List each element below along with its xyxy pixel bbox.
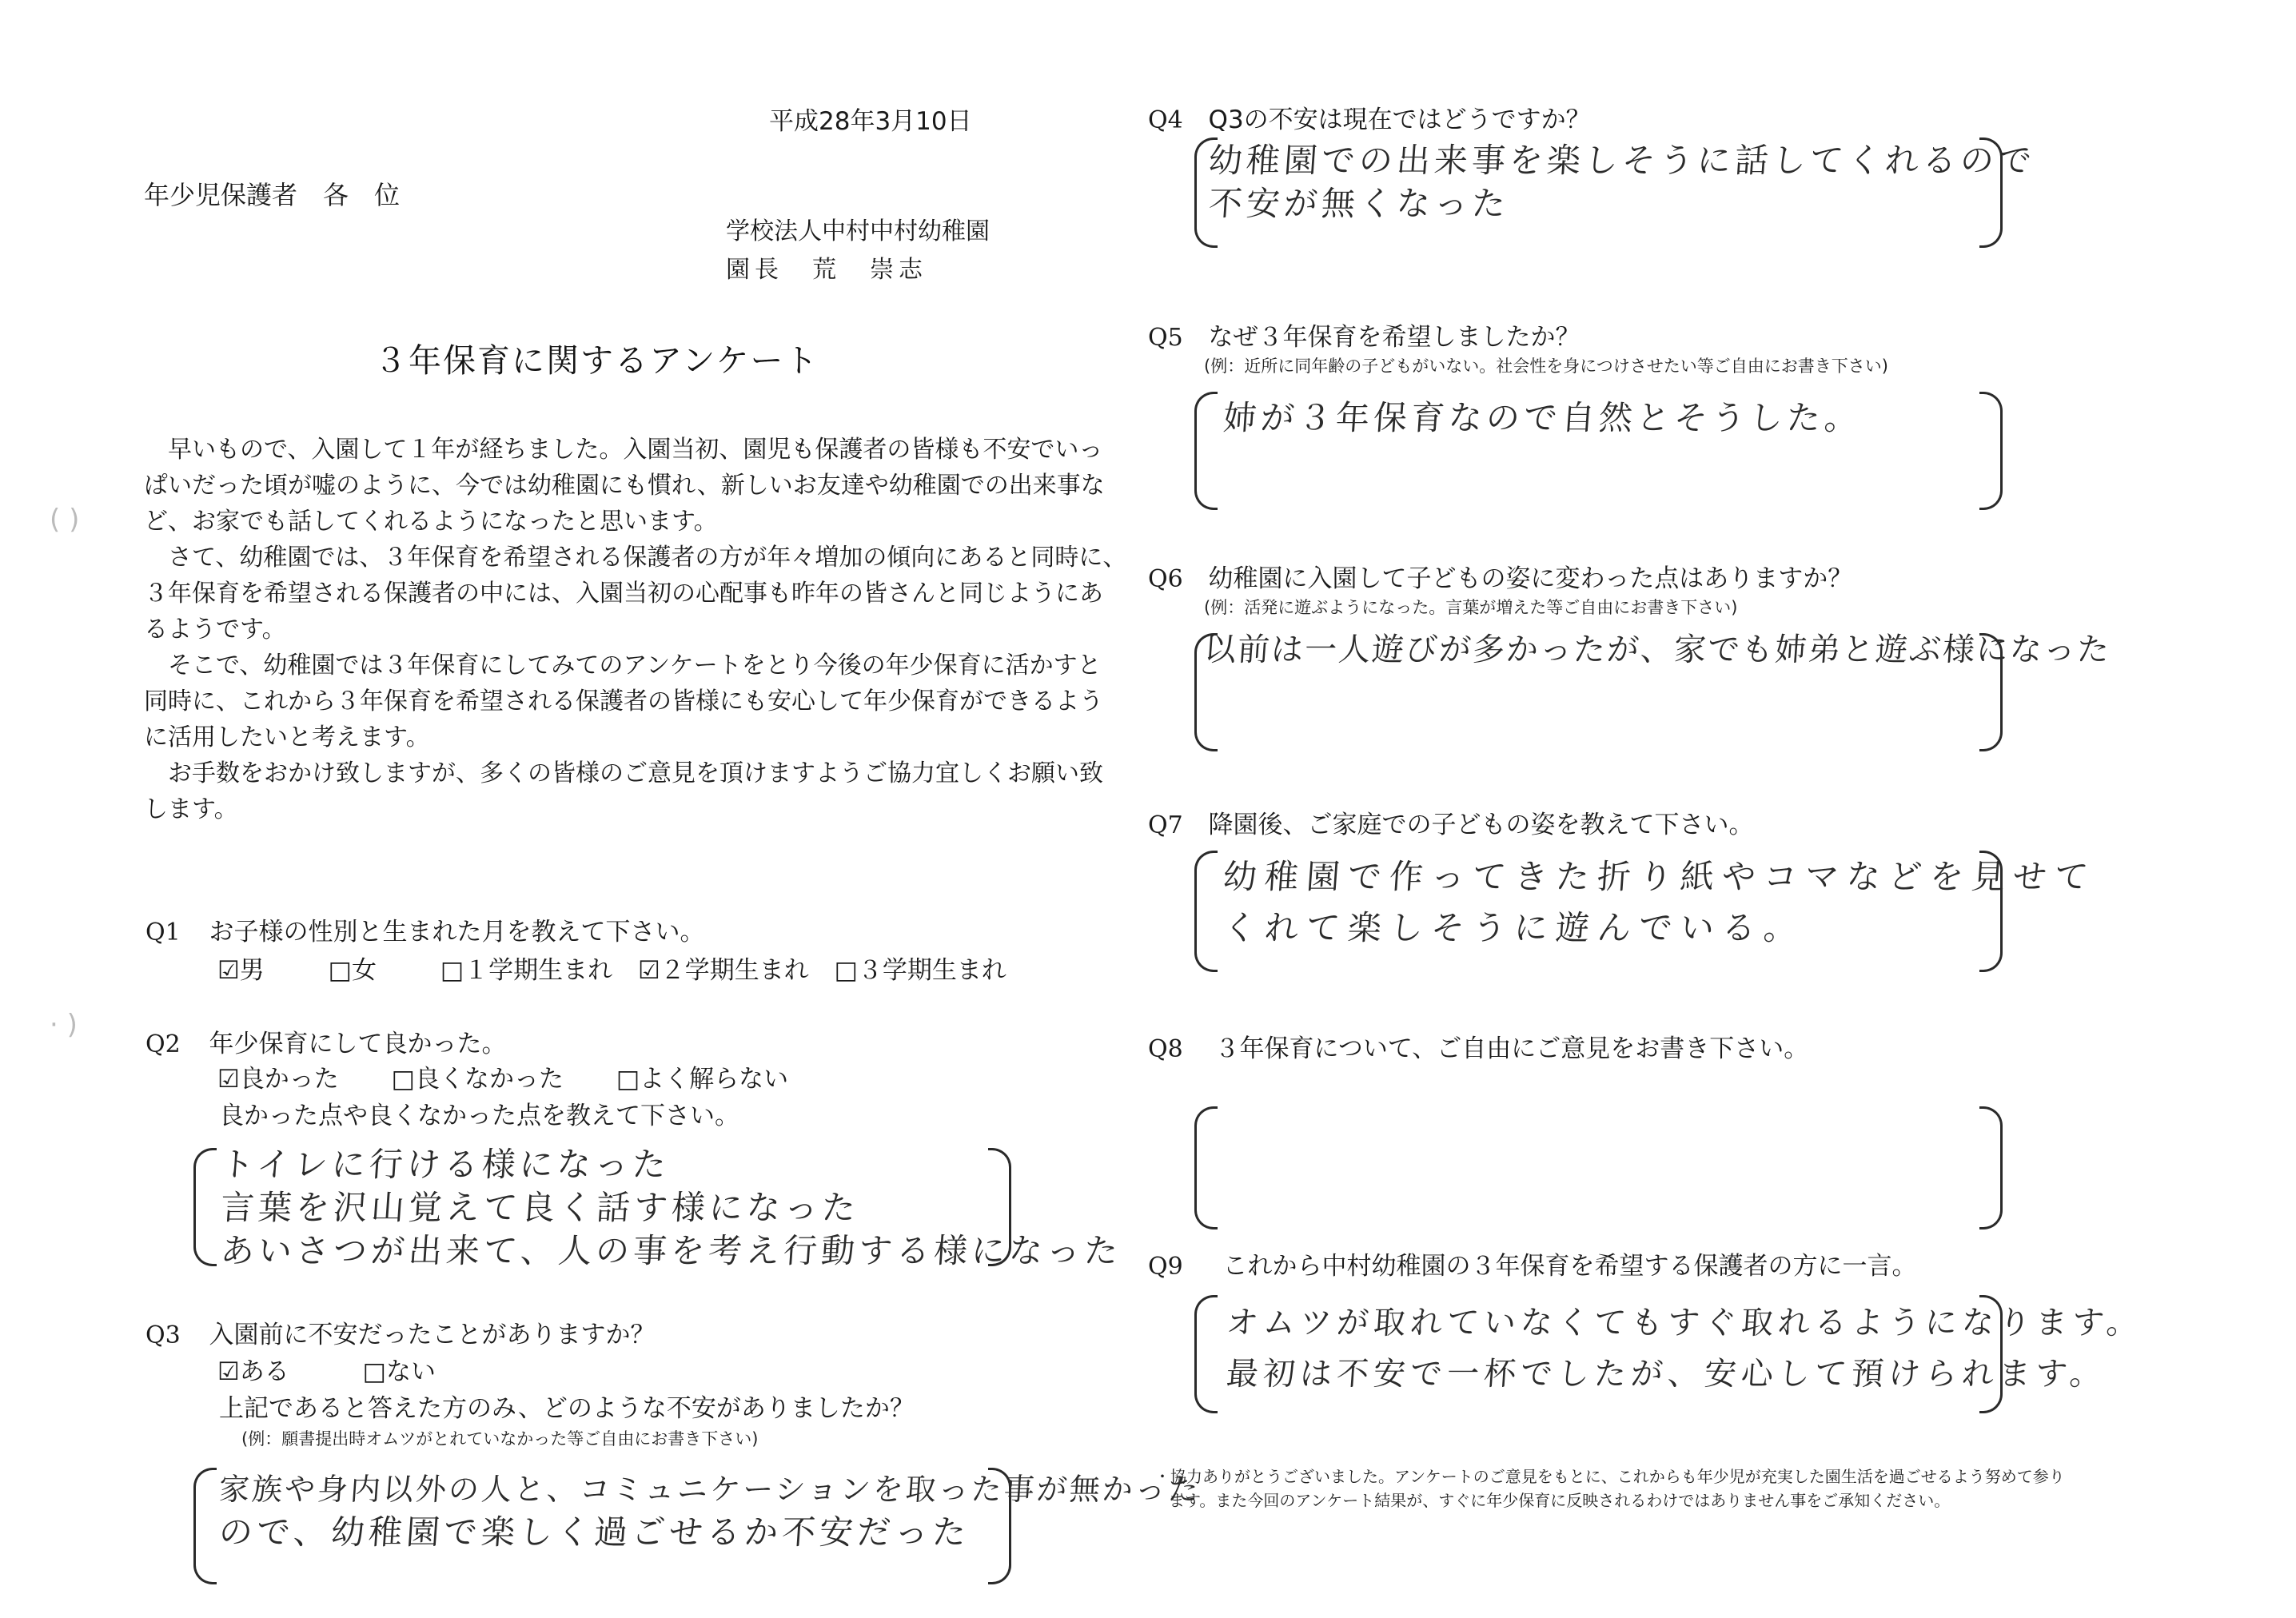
q7-question <box>1148 809 1754 842</box>
addressee: 年少児保護者 各 位 <box>144 180 401 210</box>
q1-text: お子様の性別と生まれた月を教えて下さい。 <box>209 918 705 946</box>
intro-line: そこで、幼稚園では３年保育にしてみてのアンケートをとり今後の年少保育に活かすと <box>144 652 1102 679</box>
q3-example: (例：願書提出時オムツがとれていなかった等ご自由にお書き下さい) <box>241 1429 759 1449</box>
intro-line: 同時に、これから３年保育を希望される保護者の皆様にも安心して年少保育ができるよう <box>144 687 1103 715</box>
q5-number: Q5 <box>1148 324 1183 352</box>
q6-number: Q6 <box>1148 565 1183 593</box>
q8-text: ３年保育について、ご自由にご意見をお書き下さい。 <box>1214 1034 1809 1063</box>
q6-text: 幼稚園に入園して子どもの姿に変わった点はありますか？ <box>1208 564 1853 593</box>
q2-answer-field[interactable] <box>221 1143 1122 1273</box>
q8-question <box>1148 1033 1808 1066</box>
q9-answer-bracket-left <box>1194 1295 1218 1413</box>
intro-line: ど、お家でも話してくれるようになったと思います。 <box>144 508 718 536</box>
principal-name: 園長 荒 崇志 <box>726 256 927 284</box>
q7-answer-line: くれて楽しそうに遊んでいる。 <box>1222 908 1807 947</box>
q8-answer-bracket-right <box>1979 1106 2003 1229</box>
q1-option-term2-checkbox[interactable]: ☑２学期生まれ <box>637 956 809 985</box>
q1-question <box>145 916 705 949</box>
intro-line: 早いもので、入園して１年が経ちました。入園当初、園児も保護者の皆様も不安でいっ <box>144 436 1103 464</box>
q9-number: Q9 <box>1148 1253 1183 1281</box>
q4-question <box>1148 104 1591 137</box>
q6-question <box>1148 563 1852 596</box>
q5-question <box>1148 321 1580 354</box>
q7-number: Q7 <box>1148 811 1183 839</box>
intro-line: ぱいだった頃が嘘のように、今では幼稚園にも慣れ、新しいお友達や幼稚園での出来事な <box>144 472 1105 500</box>
punch-hole-mark: · ) <box>50 1009 78 1041</box>
q5-text: なぜ３年保育を希望しましたか？ <box>1208 323 1580 352</box>
q3-text: 入園前に不安だったことがありますか？ <box>209 1321 656 1349</box>
q8-answer-bracket-left[interactable] <box>1194 1106 1218 1229</box>
q2-number: Q2 <box>145 1030 181 1058</box>
punch-hole-mark: ( ) <box>50 504 80 536</box>
q5-answer-field[interactable] <box>1223 397 1862 440</box>
document-date: 平成28年3月10日 <box>769 107 972 136</box>
intro-text <box>144 432 1126 827</box>
q2-option-good-checkbox[interactable]: ☑良かった <box>217 1065 339 1094</box>
q6-example: (例：活発に遊ぶようになった。言葉が増えた等ご自由にお書き下さい) <box>1204 598 1738 617</box>
q1-number: Q1 <box>145 919 181 946</box>
q2-options <box>217 1063 788 1095</box>
q6-answer-line: 以前は一人遊びが多かったが、家でも姉弟と遊ぶ様になった <box>1202 632 2112 668</box>
q4-answer-line: 幼稚園での出来事を楽しそうに話してくれるので <box>1207 141 2037 180</box>
intro-line: さて、幼稚園では、３年保育を希望される保護者の方が年々増加の傾向にあると同時に、 <box>144 544 1127 572</box>
q5-answer-line: 姉が３年保育なので自然とそうした。 <box>1222 398 1864 437</box>
q7-answer-field[interactable] <box>1223 855 2096 950</box>
q3-question <box>145 1319 656 1352</box>
q2-question <box>145 1028 507 1061</box>
intro-line: お手数をおかけ致しますが、多くの皆様のご意見を頂けますようご協力宜しくお願い致 <box>144 759 1103 787</box>
q3-options <box>217 1356 436 1388</box>
q7-text: 降園後、ご家庭での子どもの姿を教えて下さい。 <box>1208 811 1754 839</box>
intro-line: るようです。 <box>144 616 286 644</box>
q2-subquestion: 良かった点や良くなかった点を教えて下さい。 <box>219 1102 739 1130</box>
q9-answer-line: オムツが取れていなくてもすぐ取れるようになります。 <box>1225 1305 2145 1341</box>
q2-answer-line: あいさつが出来て、人の事を考え行動する様になった <box>219 1231 1123 1270</box>
footer-line: ます。また今回のアンケート結果が、すぐに年少保育に反映されるわけではありません事をご承知ください。 <box>1169 1491 1951 1510</box>
q4-text: Q3の不安は現在ではどうですか？ <box>1208 106 1591 134</box>
q2-option-unsure-checkbox[interactable]: □よく解らない <box>616 1065 789 1094</box>
q5-example: (例：近所に同年齢の子どもがいない。社会性を身につけさせたい等ご自由にお書き下さい) <box>1204 357 1888 376</box>
q4-number: Q4 <box>1148 106 1183 134</box>
q1-options <box>217 954 1006 986</box>
q1-option-female-checkbox[interactable]: □女 <box>328 956 377 985</box>
q8-number: Q8 <box>1148 1035 1183 1063</box>
q3-number: Q3 <box>145 1321 181 1349</box>
q2-text: 年少保育にして良かった。 <box>209 1030 507 1058</box>
q4-answer-line: 不安が無くなった <box>1207 184 1511 223</box>
q3-subquestion: 上記であると答えた方のみ、どのような不安がありましたか？ <box>219 1394 915 1423</box>
q2-answer-line: トイレに行ける様になった <box>219 1145 672 1184</box>
q3-answer-field[interactable] <box>219 1468 1201 1554</box>
q3-answer-bracket-left <box>193 1468 217 1584</box>
q4-answer-field[interactable] <box>1209 139 2035 225</box>
q7-answer-bracket-left <box>1194 851 1218 972</box>
q3-option-no-checkbox[interactable]: □ない <box>362 1357 436 1386</box>
intro-line: に活用したいと考えます。 <box>144 723 430 751</box>
q9-question <box>1148 1250 1917 1283</box>
q2-answer-line: 言葉を沢山覚えて良く話す様になった <box>219 1188 861 1227</box>
q1-option-male-checkbox[interactable]: ☑男 <box>217 956 265 985</box>
q3-answer-line: 家族や身内以外の人と、コミュニケーションを取った事が無かった <box>217 1472 1202 1507</box>
q2-option-bad-checkbox[interactable]: □良くなかった <box>391 1065 564 1094</box>
q9-text: これから中村幼稚園の３年保育を希望する保護者の方に一言。 <box>1222 1252 1917 1281</box>
q2-answer-bracket-left <box>193 1148 217 1266</box>
q5-answer-bracket-left <box>1194 392 1218 510</box>
intro-line: ３年保育を希望される保護者の中には、入園当初の心配事も昨年の皆さんと同じようにあ <box>144 580 1103 608</box>
intro-line: します。 <box>144 795 238 823</box>
footer-note <box>1154 1465 2065 1512</box>
q9-answer-line: 最初は不安で一杯でしたが、安心して預けられます。 <box>1225 1356 2108 1393</box>
q3-option-yes-checkbox[interactable]: ☑ある <box>217 1357 289 1386</box>
q6-answer-field[interactable] <box>1204 628 2111 672</box>
q3-answer-line: ので、幼稚園で楽しく過ごせるか不安だった <box>217 1512 971 1552</box>
survey-title: ３年保育に関するアンケート <box>374 341 819 380</box>
footer-line: ・協力ありがとうございました。アンケートのご意見をもとに、これからも年少児が充実した園生活を過ごせるよう努めて参り <box>1154 1467 2065 1486</box>
q5-answer-bracket-right <box>1979 392 2003 510</box>
q1-option-term1-checkbox[interactable]: □１学期生まれ <box>440 956 613 985</box>
q9-answer-field[interactable] <box>1226 1301 2143 1396</box>
q1-option-term3-checkbox[interactable]: □３学期生まれ <box>834 956 1006 985</box>
organization-name: 学校法人中村中村幼稚園 <box>726 217 990 245</box>
q7-answer-line: 幼稚園で作ってきた折り紙やコマなどを見せて <box>1222 857 2098 896</box>
